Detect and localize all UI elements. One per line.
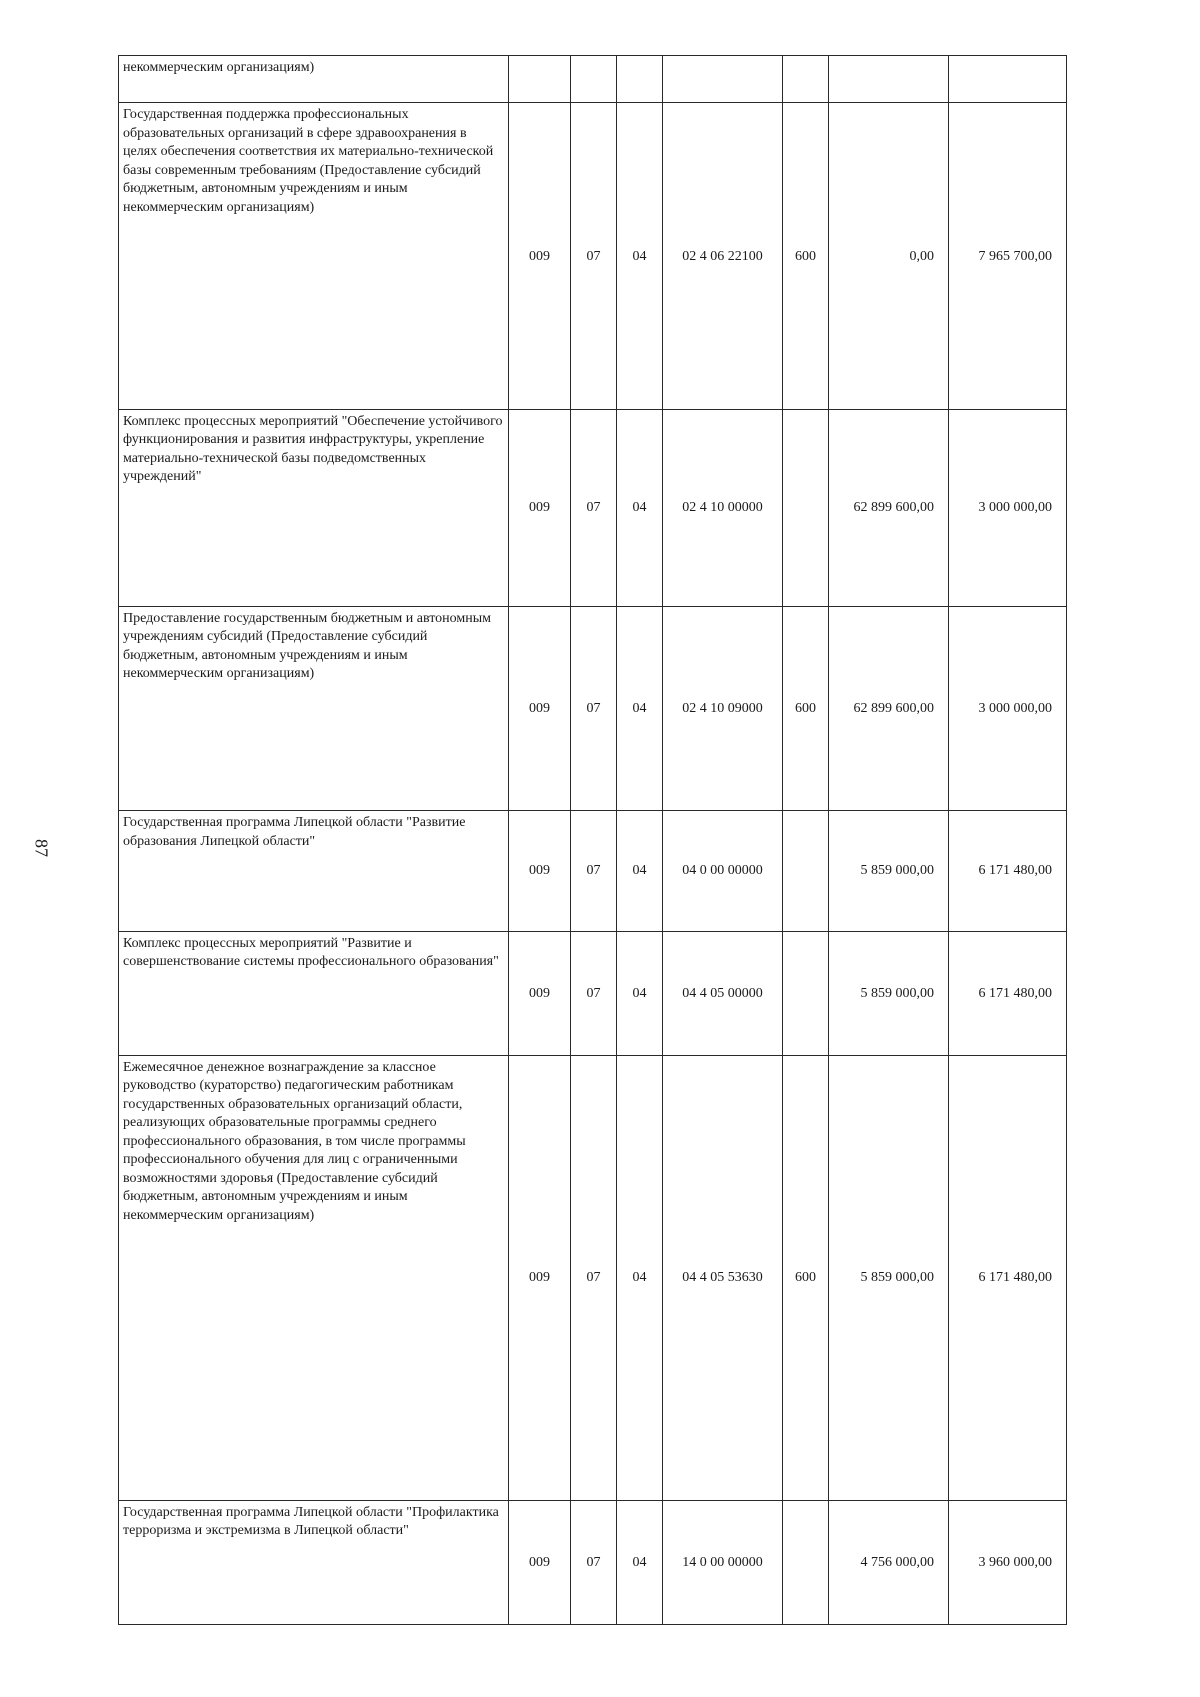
section-cell xyxy=(571,56,617,103)
target-article-cell: 02 4 06 22100 xyxy=(663,103,783,410)
target-article-cell: 02 4 10 09000 xyxy=(663,606,783,810)
row-name-cell: некоммерческим организациям) xyxy=(119,56,509,103)
org-code-cell: 009 xyxy=(509,931,571,1055)
expense-type-cell xyxy=(783,409,829,606)
table-row xyxy=(119,606,1067,810)
amount-year-1-cell: 5 859 000,00 xyxy=(829,931,949,1055)
org-code-cell: 009 xyxy=(509,606,571,810)
page-number: 87 xyxy=(31,839,52,857)
section-cell: 07 xyxy=(571,1055,617,1500)
section-cell: 07 xyxy=(571,103,617,410)
subsection-cell: 04 xyxy=(617,409,663,606)
amount-year-1-cell: 5 859 000,00 xyxy=(829,811,949,931)
row-name-cell: Государственная программа Липецкой области "Профилактика терроризма и экстремизма в Липецкой области" xyxy=(119,1500,509,1624)
org-code-cell: 009 xyxy=(509,1500,571,1624)
org-code-cell: 009 xyxy=(509,1055,571,1500)
subsection-cell: 04 xyxy=(617,606,663,810)
target-article-cell: 04 4 05 53630 xyxy=(663,1055,783,1500)
table-row xyxy=(119,103,1067,410)
amount-year-2-cell: 6 171 480,00 xyxy=(949,1055,1067,1500)
amount-year-1-cell: 0,00 xyxy=(829,103,949,410)
table-row xyxy=(119,56,1067,103)
subsection-cell: 04 xyxy=(617,103,663,410)
target-article-cell: 02 4 10 00000 xyxy=(663,409,783,606)
amount-year-2-cell: 6 171 480,00 xyxy=(949,811,1067,931)
amount-year-1-cell xyxy=(829,56,949,103)
expense-type-cell xyxy=(783,931,829,1055)
row-name-cell: Государственная поддержка профессиональных образовательных организаций в сфере здравоохранения в целях обеспечения соответствия их материально-технической базы современным требованиям (Предоставление субсидий бюджетным, автономным учреждениям и иным некоммерческим организациям) xyxy=(119,103,509,410)
expense-type-cell: 600 xyxy=(783,606,829,810)
org-code-cell xyxy=(509,56,571,103)
subsection-cell xyxy=(617,56,663,103)
amount-year-1-cell: 4 756 000,00 xyxy=(829,1500,949,1624)
amount-year-1-cell: 5 859 000,00 xyxy=(829,1055,949,1500)
row-name-cell: Ежемесячное денежное вознаграждение за классное руководство (кураторство) педагогическим работникам государственных образовательных организаций области, реализующих образовательные программы среднего профессионального образования, в том числе программы профессионального обучения для лиц с ограниченными возможностями здоровья (Предоставление субсидий бюджетным, автономным учреждениям и иным некоммерческим организациям) xyxy=(119,1055,509,1500)
amount-year-2-cell: 3 000 000,00 xyxy=(949,606,1067,810)
org-code-cell: 009 xyxy=(509,409,571,606)
subsection-cell: 04 xyxy=(617,1055,663,1500)
table-row xyxy=(119,931,1067,1055)
table-row xyxy=(119,1500,1067,1624)
expense-type-cell xyxy=(783,811,829,931)
section-cell: 07 xyxy=(571,409,617,606)
table-row xyxy=(119,811,1067,931)
expense-type-cell: 600 xyxy=(783,103,829,410)
subsection-cell: 04 xyxy=(617,811,663,931)
amount-year-1-cell: 62 899 600,00 xyxy=(829,606,949,810)
org-code-cell: 009 xyxy=(509,811,571,931)
amount-year-2-cell: 6 171 480,00 xyxy=(949,931,1067,1055)
expense-type-cell: 600 xyxy=(783,1055,829,1500)
row-name-cell: Комплекс процессных мероприятий "Развитие и совершенствование системы профессионального образования" xyxy=(119,931,509,1055)
table-row xyxy=(119,409,1067,606)
amount-year-2-cell xyxy=(949,56,1067,103)
section-cell: 07 xyxy=(571,606,617,810)
amount-year-1-cell: 62 899 600,00 xyxy=(829,409,949,606)
target-article-cell: 04 4 05 00000 xyxy=(663,931,783,1055)
org-code-cell: 009 xyxy=(509,103,571,410)
amount-year-2-cell: 3 960 000,00 xyxy=(949,1500,1067,1624)
row-name-cell: Предоставление государственным бюджетным и автономным учреждениям субсидий (Предоставление субсидий бюджетным, автономным учреждениям и иным некоммерческим организациям) xyxy=(119,606,509,810)
amount-year-2-cell: 3 000 000,00 xyxy=(949,409,1067,606)
subsection-cell: 04 xyxy=(617,931,663,1055)
row-name-cell: Государственная программа Липецкой области "Развитие образования Липецкой области" xyxy=(119,811,509,931)
target-article-cell xyxy=(663,56,783,103)
section-cell: 07 xyxy=(571,1500,617,1624)
section-cell: 07 xyxy=(571,931,617,1055)
target-article-cell: 14 0 00 00000 xyxy=(663,1500,783,1624)
target-article-cell: 04 0 00 00000 xyxy=(663,811,783,931)
row-name-cell: Комплекс процессных мероприятий "Обеспечение устойчивого функционирования и развития инфраструктуры, укрепление материально-технической базы подведомственных учреждений" xyxy=(119,409,509,606)
expense-type-cell xyxy=(783,56,829,103)
section-cell: 07 xyxy=(571,811,617,931)
amount-year-2-cell: 7 965 700,00 xyxy=(949,103,1067,410)
budget-table xyxy=(118,55,1067,1625)
table-row xyxy=(119,1055,1067,1500)
expense-type-cell xyxy=(783,1500,829,1624)
subsection-cell: 04 xyxy=(617,1500,663,1624)
